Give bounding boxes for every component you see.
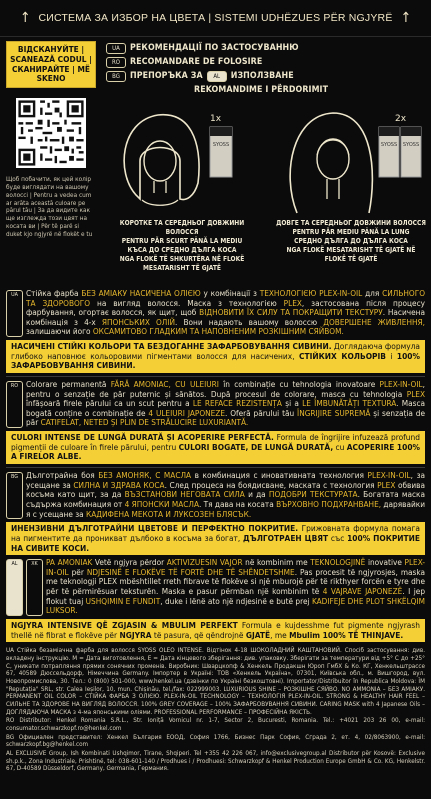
short-hair-caption: КОРОТКЕ ТА СЕРЕДНЬОГ ДОВЖИНИ ВОЛОССЯ PENTRU PĂR SCURT PÂNĂ LA MEDIU КЪСА ДО СРЕДНО ДЪЛГА КОСА NGA FLOKË TË SHKURTËRA NË FLOKË MESATARISHT TË GJATË bbox=[119, 219, 245, 272]
recommendation-line-al bbox=[106, 83, 427, 97]
qr-code[interactable] bbox=[16, 98, 86, 168]
upper-section bbox=[0, 37, 431, 287]
divider-2 bbox=[6, 467, 425, 468]
divider bbox=[6, 376, 425, 377]
box-brand-2a: SYOSS bbox=[380, 142, 398, 148]
recommendation-text-bg: ПРЕПОРЪКА ЗА bbox=[130, 70, 203, 81]
recommendation-text-al: REKOMANDIME I PËRDORIMIT bbox=[194, 84, 329, 95]
lang-badge-xk-para: XK bbox=[26, 559, 43, 616]
highlight-box-bg: ИНЕНЗИВНИ ДЪЛГОТРАЙНИ ЦВЕТОВЕ И ПЕРФЕКТНО ПОКРИТИЕ. Грижовната формула помага на пигментите да проникват дълбоко в косъма за богат, ДЪЛГОТРАЕН ЦВЯТ със 100% ПОКРИТИЕ НА СИВИТЕ КОСИ. bbox=[6, 522, 425, 555]
paragraph-ro bbox=[6, 380, 425, 428]
qr-code-icon bbox=[16, 98, 86, 168]
scan-label: ВІДСКАНУЙТЕ | SCANEAZĂ CODUL | СКАНИРАЙТЕ | MË SKENO bbox=[6, 41, 96, 88]
paragraph-bg bbox=[6, 471, 425, 519]
short-hair-figure bbox=[106, 103, 258, 215]
usage-instructions bbox=[100, 37, 431, 287]
highlight-box-ro: CULORI INTENSE DE LUNGĂ DURATĂ ȘI ACOPERIRE PERFECTĂ. Formula de îngrijire infuzează profund pigmenții de culoare în firele părului, pentru CULORI BOGATE, DE LUNGĂ DURATĂ, cu ACOPERIRE 100% A FIRELOR ALBE. bbox=[6, 431, 425, 464]
recommendation-line-bg bbox=[106, 69, 427, 83]
recommendation-line-ua bbox=[106, 41, 427, 55]
lang-badge-bg: BG bbox=[106, 71, 126, 82]
box-brand-1: SYOSS bbox=[212, 142, 230, 148]
recommendation-text-ua: РЕКОМЕНДАЦІЇ ПО ЗАСТОСУВАННЮ bbox=[130, 42, 299, 53]
arrow-up-right-icon: ↑ bbox=[400, 9, 412, 26]
scan-description: Щоб побачити, як цей колір буде виглядати на вашому волоссі | Pentru a vedea cum ar arăta această culoare pe părul tău | За да видите как ще изглежда този цвят на косата ви | Për të parë si duket kjo ngjyrë në flokët e tu bbox=[6, 175, 93, 238]
fine-print-ro: RO Distributor: Henkel Romania S.R.L., Str. Ioniță Vornicul nr. 1-7, Sector 2, Bucuresti, Romania. Tel.: +4021 203 26 00, e-mail: consumator.schwarzkopf.ro@henkel.com bbox=[6, 717, 425, 732]
long-hair-caption: ДОВГЕ ТА СЕРЕДНЬОГ ДОВЖИНИ ВОЛОССЯ PENTRU PĂR MEDIU PÂNĂ LA LUNG СРЕДНО ДЪЛГА ДО ДЪЛГА КОСА NGA FLOKË MESATARISHT TË GJATË NË FLOKË TË GJATË bbox=[276, 219, 426, 263]
long-hair-illustration bbox=[275, 103, 427, 215]
lang-badge-bg-para: BG bbox=[6, 472, 23, 519]
lang-badge-al-para: AL bbox=[6, 559, 23, 616]
recommendation-text-ro: RECOMANDARE DE FOLOSIRE bbox=[130, 56, 263, 67]
highlight-box-ua: НАСИЧЕНІ СТІЙКІ КОЛЬОРИ ТА БЕЗДОГАННЕ ЗАФАРБОВУВАННЯ СИВИНИ. Доглядаюча формула глибоко наповнює кольоровими пігментами волосся для насичених, СТІЙКИХ КОЛЬОРІВ і 100% ЗАФАРБОВУВАННЯ СИВИНИ. bbox=[6, 340, 425, 373]
paragraph-ua-text: Стійка фарба БЕЗ АМІАКУ НАСИЧЕНА ОЛІЄЮ у комбінації з ТЕХНОЛОГІЄЮ PLEX-IN-OIL для СИЛЬНОГО ТА ЗДОРОВОГО на вигляд волосся. Маска з технологією PLEX, застосована після процесу фарбування, огортає волосся, як щит, щоб ВІДНОВИТИ ЇХ СИЛУ ТА ПОКРАЩИТИ ТЕКСТУРУ. Насичена комбінація з 4-х ЯПОНСЬКИХ ОЛІЙ. Вони надають вашому волоссю ДОВЕРШЕНЕ ЖИВЛЕННЯ, залишаючи його ОКСАМИТОВО ГЛАДКИМ ТА НАПОВНЕНИМ РОЗКІШНИМ СЯЙВОМ. bbox=[26, 288, 426, 337]
multiplier-2: 2x bbox=[395, 114, 407, 124]
description-text-al bbox=[0, 558, 431, 616]
highlight-box-al: NGJYRA INTENSIVE QË ZGJASIN & MBULIM PERFEKT Formula e kujdesshme fut pigmente ngjyrash thellë në fibrat e flokëve për NGJYRA të pasura, që qëndrojnë GJATË, me Mbulim 100% TË THINJAVE. bbox=[6, 619, 425, 642]
lang-badge-al: AL bbox=[207, 71, 227, 82]
lang-badge-ua-para: UA bbox=[6, 290, 23, 337]
fine-print bbox=[0, 645, 431, 776]
header-title: СИСТЕМА ЗА ИЗБОР НА ЦВЕТА | SISTEMI UDHËZUES PËR NGJYRË bbox=[38, 11, 393, 24]
paragraph-al-text: PA AMONIAK Vetë ngjyra përdor AKTIVIZUESIN VAJOR në kombinim me TEKNOLOGJINË inovative PLEX-IN-OIL për NDJESINË E FLOKËVE TË FORTË DHE TË SHËNDETSHME. Pas procesit të ngjyrosjes, maska me teknologji PLEX mbështillet rreth fibrave të flokëve si një mburojë për të rikthyer forcën e tyre dhe për të përmirësuar teksturën. Maska e pasur përmban një kombinim të 4 VAJRAVE JAPONEZË. I jep flokut tuaj USHQIMIN E FUNDIT, duke i lënë ato një ndjesinë e butë prej KADIFEJE DHE PLOT SHKËLQIM LUKSOR. bbox=[46, 557, 426, 616]
description-text bbox=[0, 289, 431, 337]
fine-print-ua: UA Стійка безаміачна фарба для волосся SYOSS OLEO INTENSE. Відтінок 4-18 ШОКОЛАДНИЙ КАШТАНОВИЙ. Спосіб застосування: див. вкладену інструкцію. M = Дата виготовлення, E = Дата кінцевого зберігання: див. упаковку. Зберігати за температури від +5° С до +25° С, уникати потрапляння прямих сонячних променів. Виробник: Шварцкопф & Хенкель Продакшн Юроп ГмбХ & Ко. КГ, Хенкельштрассе 67, 40589 Дюссельдорф, Німеччина Germany. Імпортер в Україні: ТОВ «Хенкель Україна», 07301, Київська обл., м. Вишгород, вул. Новопромислова, 30. Тел.: 0 (800) 501-000, www.henkel.ua (дзвінки по Україні безкоштовні). Importator/Distribuitor în Republica Moldova: ÎM "Reputația" SRL, str. Calea Ieșilor, 10, mun. Chișinău, tel./fax: 022999003. LUXURIOUS SHINE – РОЗКІШНЕ СЯЙВО. NO AMMONIA – БЕЗ АМІАКУ. PERMANENT OIL COLOR – СТІЙКА ФАРБА З ОЛІЄЮ. PLEX-IN-OIL TECHNOLOGY – ТЕХНОЛОГІЯ PLEX-IN-OIL. STRONG & HEALTHY HAIR FEEL – СИЛЬНЕ ТА ЗДОРОВЕ НА ВИГЛЯД ВОЛОССЯ. 100% GREY COVERAGE – 100% ЗАФАРБОВУВАННЯ СИВИНИ. CARING MASK with 4 Japanese Oils – ДОГЛЯДАЮЧА МАСКА з 4-ма японськими оліями. PROFESSIONAL PERFORMANCE – ПРОФЕСІЙНА ЯКІСТЬ. bbox=[6, 647, 425, 716]
short-hair-illustration bbox=[106, 103, 258, 215]
fine-print-al: AL EXCLUSIVE Group, Ish Kombinati Ushqimor, Tirane, Shqiperi. Tel +355 42 226 067, info@exclusivegroup.al Distributor për Kosovë: Exclusive sh.p.k., Zona Industriale, Prishtinë, tel: 038-601-140 / Prodhues i / Prodhuesi: Schwarzkopf & Henkel Production Europe GmbH & Co. KG, Henkelstr. 67, D-40589 Düsseldorf, Germany, Germania, Германия. bbox=[6, 749, 425, 773]
long-hair-figure bbox=[275, 103, 427, 215]
recommendation-line-ro bbox=[106, 55, 427, 69]
header-bar bbox=[0, 0, 431, 37]
long-hair-panel bbox=[275, 103, 427, 273]
paragraph-al bbox=[6, 558, 425, 616]
lang-badge-ro: RO bbox=[106, 57, 126, 68]
description-text-ro bbox=[0, 380, 431, 428]
qr-column bbox=[0, 37, 100, 287]
multiplier-1: 1x bbox=[210, 114, 222, 124]
recommendation-text-bg-2: ИЗПОЛЗВАНЕ bbox=[230, 70, 294, 81]
short-hair-panel bbox=[106, 103, 258, 273]
fine-print-bg: BG Официален представител: Хенкел България ЕООД, София 1766, Бизнес Парк София, Сграда 2, ет. 4, 02/8063900, e-mail: schwarzkopf.bg@henkel.com bbox=[6, 733, 425, 749]
paragraph-bg-text: Дълготрайна боя БЕЗ АМОНЯК, С МАСЛА в комбинация с иновативната технология PLEX-IN-OIL, за усещане за СИЛНА И ЗДРАВА КОСА. След процеса на боядисване, маската с технология PLEX обвива косъма като щит, за да ВЪЗСТАНОВИ НЕГОВАТА СИЛА и да ПОДОБРИ ТЕКСТУРАТА. Богатата маска съдържа комбинация от 4 ЯПОНСКИ МАСЛА. Тя дава на косата ВЪРХОВНО ПОДХРАНВАНЕ, дарявайки я с усещане за КАДИФЕНА МЕКОТА И ЛУКСОЗЕН БЛЯСЪК. bbox=[26, 470, 426, 519]
hair-length-illustrations bbox=[106, 103, 427, 273]
box-brand-2b: SYOSS bbox=[402, 142, 420, 148]
description-text-bg bbox=[0, 471, 431, 519]
lang-badge-ro-para: RO bbox=[6, 381, 23, 428]
paragraph-ro-text: Colorare permanentă FĂRĂ AMONIAC, CU ULEIURI în combinație cu tehnologia inovatoare PLEX-IN-OIL, pentru o senzație de păr puternic și sănătos. După procesul de colorare, masca cu tehnologia PLEX înfășoară firele părului ca un scut pentru a LE REFACE REZISTENȚA și a LE ÎMBUNĂTĂȚI TEXTURA. Masca bogată conține o combinație de 4 ULEIURI JAPONEZE. Oferă părului tău ÎNGRIJIRE SUPREMĂ și senzația de păr CATIFELAT, NETED ȘI PLIN DE STRĂLUCIRE LUXURIANTĂ. bbox=[26, 379, 426, 428]
paragraph-ua bbox=[6, 289, 425, 337]
arrow-up-left-icon: ↑ bbox=[19, 9, 31, 26]
lang-badge-ua: UA bbox=[106, 43, 126, 54]
